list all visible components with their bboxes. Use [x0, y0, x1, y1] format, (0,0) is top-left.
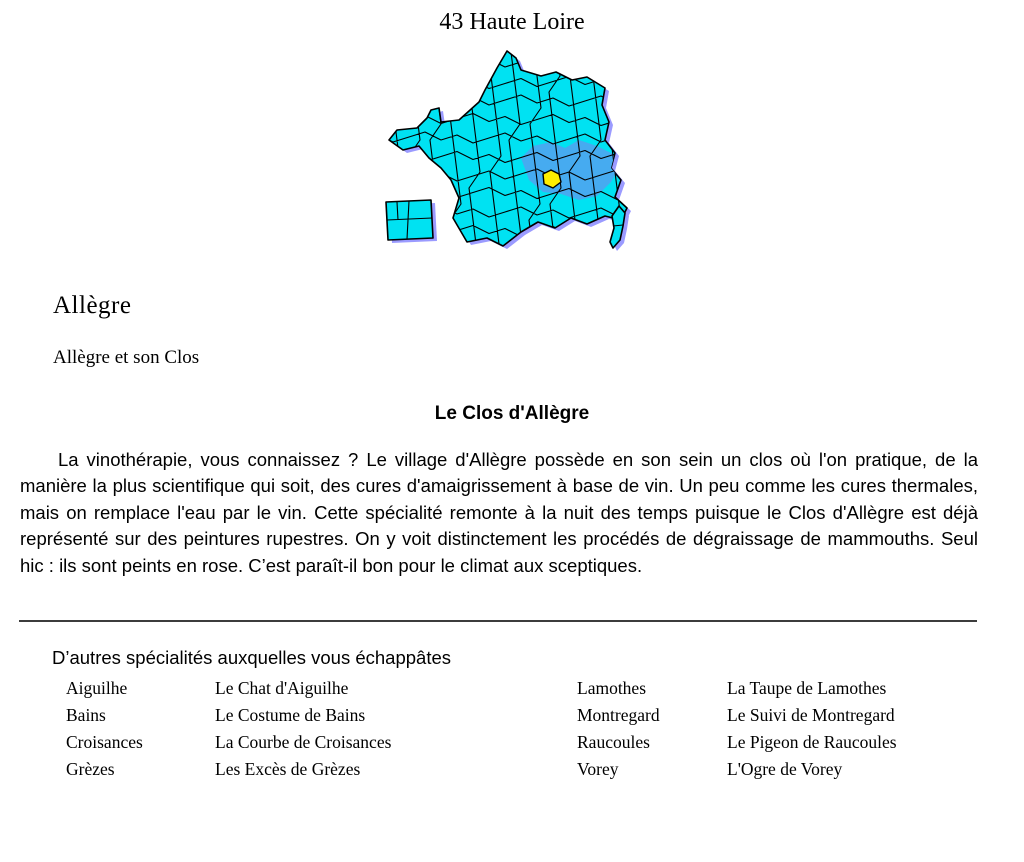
commune-name: Aiguilhe — [66, 678, 128, 698]
commune-name: Vorey — [577, 759, 619, 779]
specialty-name: La Courbe de Croisances — [215, 732, 392, 752]
article-title: Le Clos d'Allègre — [434, 403, 590, 424]
section-subheading: Allègre et son Clos — [53, 347, 200, 368]
commune-name: Lamothes — [577, 678, 647, 698]
specialty-name: L'Ogre de Vorey — [727, 759, 843, 779]
divider — [19, 620, 977, 622]
commune-name: Raucoules — [577, 732, 650, 752]
specialty-name: Le Pigeon de Raucoules — [727, 732, 897, 752]
section-heading: Allègre — [53, 292, 132, 319]
specialty-name: Le Suivi de Montregard — [727, 705, 895, 725]
france-map-svg — [383, 50, 649, 254]
specialties-heading: D’autres spécialités auxquelles vous échappâtes — [52, 647, 452, 668]
commune-name: Bains — [66, 705, 106, 725]
specialties-table — [66, 676, 996, 784]
specialty-name: Le Costume de Bains — [215, 705, 366, 725]
page-title: 43 Haute Loire — [439, 9, 585, 35]
france-map — [383, 50, 649, 254]
specialty-name: Le Chat d'Aiguilhe — [215, 678, 349, 698]
commune-name: Croisances — [66, 732, 143, 752]
specialty-name: La Taupe de Lamothes — [727, 678, 887, 698]
commune-name: Grèzes — [66, 759, 115, 779]
article-body: La vinothérapie, vous connaissez ? Le village d'Allègre possède en son sein un clos où l'on pratique, de la manière la plus scientifique qui soit, des cures d'amaigrissement à base de vin. Un peu comme les cures thermales, mais on remplace l'eau par le vin. Cette spécialité remonte à la nuit des temps puisque le Clos d'Allègre est déjà représenté sur des peintures rupestres. On y voit distinctement les procédés de dégraissage de mammouths. Seul hic : ils sont peints en rose. C’est paraît-il bon pour le climat aux sceptiques. — [20, 449, 978, 576]
specialty-name: Les Excès de Grèzes — [215, 759, 361, 779]
commune-name: Montregard — [577, 705, 660, 725]
